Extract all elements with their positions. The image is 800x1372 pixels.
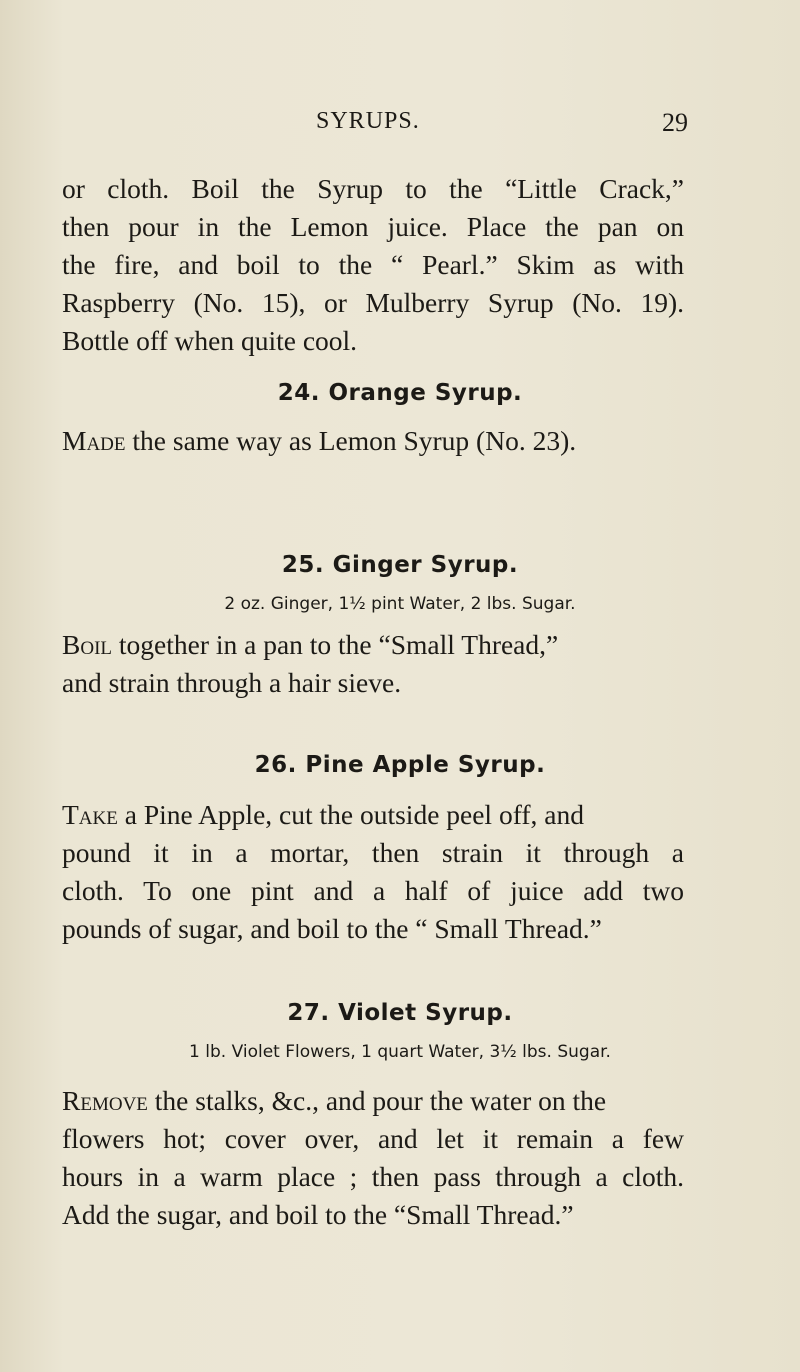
line-rest: the same way as Lemon Syrup (No. 23). xyxy=(125,425,577,456)
text-line: Add the sugar, and boil to the “Small Thread.” xyxy=(62,1199,574,1230)
text-line: and strain through a hair sieve. xyxy=(62,667,402,698)
lead-word: Take xyxy=(62,799,118,830)
running-head: SYRUPS. xyxy=(316,108,420,134)
recipe-heading-violet-syrup: 27. Violet Syrup. xyxy=(287,1000,513,1026)
lead-word: Made xyxy=(62,425,126,456)
text-line: cloth. To one pint and a half of juice add two xyxy=(62,875,684,906)
text-line xyxy=(62,422,684,460)
text-line: hours in a warm place ; then pass through a cloth. xyxy=(62,1161,684,1192)
lemon-syrup-continued xyxy=(62,170,684,360)
text-line xyxy=(62,796,684,834)
ginger-syrup-body xyxy=(62,626,684,702)
pine-apple-syrup-body xyxy=(62,796,684,948)
recipe-heading-ginger-syrup: 25. Ginger Syrup. xyxy=(281,552,519,578)
text-line: flowers hot; cover over, and let it remain a few xyxy=(62,1123,684,1154)
text-line: the fire, and boil to the “ Pearl.” Skim as with xyxy=(62,249,684,280)
page-number: 29 xyxy=(662,108,688,137)
text-line xyxy=(62,626,684,664)
lead-word: Boil xyxy=(62,629,112,660)
ingredients-ginger-syrup: 2 oz. Ginger, 1½ pint Water, 2 lbs. Sugar. xyxy=(224,594,576,614)
text-line xyxy=(62,1082,684,1120)
text-line: Bottle off when quite cool. xyxy=(62,325,358,356)
text-line: or cloth. Boil the Syrup to the “Little Crack,” xyxy=(62,173,684,204)
line-rest: a Pine Apple, cut the outside peel off, and xyxy=(117,799,584,830)
orange-syrup-body xyxy=(62,422,684,460)
text-line: Raspberry (No. 15), or Mulberry Syrup (No. 19). xyxy=(62,287,684,318)
text-line: pounds of sugar, and boil to the “ Small Thread.” xyxy=(62,913,602,944)
line-rest: together in a pan to the “Small Thread,” xyxy=(112,629,559,660)
recipe-heading-orange-syrup: 24. Orange Syrup. xyxy=(277,380,523,406)
text-line: pound it in a mortar, then strain it through a xyxy=(62,837,684,868)
lead-word: Remove xyxy=(62,1085,148,1116)
recipe-heading-pine-apple-syrup: 26. Pine Apple Syrup. xyxy=(254,752,546,778)
page-header xyxy=(316,108,688,142)
ingredients-violet-syrup: 1 lb. Violet Flowers, 1 quart Water, 3½ lbs. Sugar. xyxy=(189,1042,611,1062)
line-rest: the stalks, &c., and pour the water on the xyxy=(147,1085,607,1116)
violet-syrup-body xyxy=(62,1082,684,1234)
text-line: then pour in the Lemon juice. Place the pan on xyxy=(62,211,684,242)
